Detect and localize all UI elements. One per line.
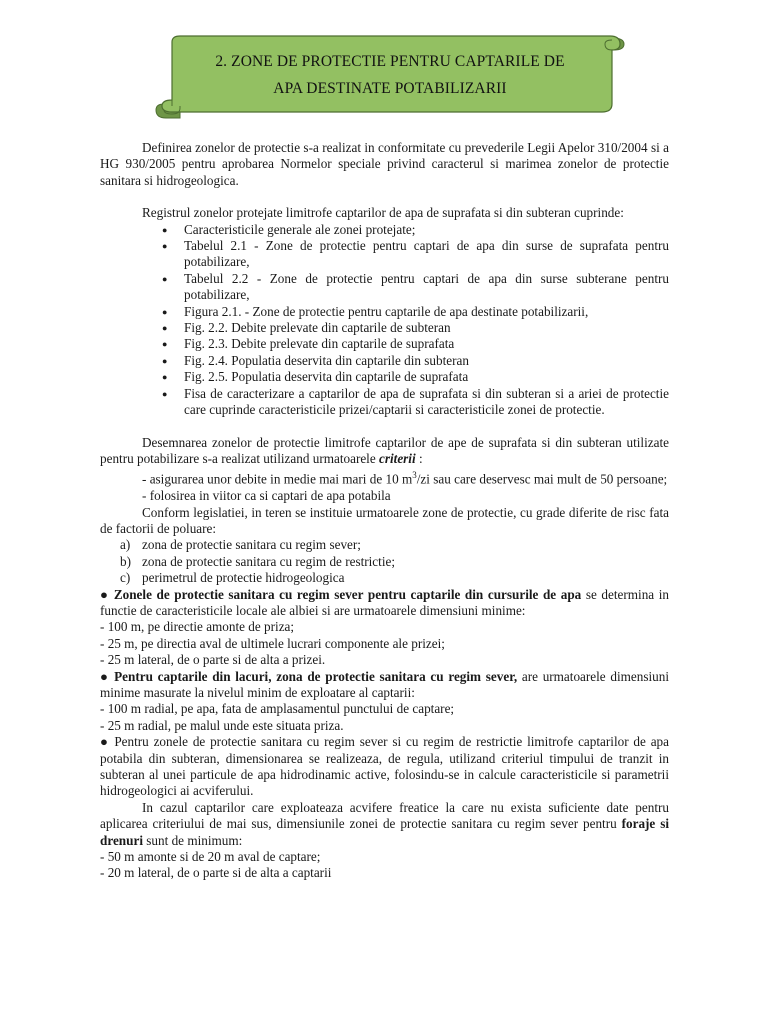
list-item: ● Fig. 2.4. Populatia deservita din captarile din subteran <box>184 353 669 369</box>
title-line-2: APA DESTINATE POTABILIZARII <box>273 80 507 97</box>
zone-list <box>100 537 669 586</box>
registru-paragraph: Registrul zonelor protejate limitrofe captarilor de apa de suprafata si din subteran cuprinde: <box>142 205 624 221</box>
list-item: ● Tabelul 2.2 - Zone de protectie pentru captari de apa din surse subterane pentru potabilizare, <box>184 271 669 304</box>
title-line-1: 2. ZONE DE PROTECTIE PENTRU CAPTARILE DE <box>215 53 565 70</box>
freatic-paragraph: In cazul captarilor care exploateaza acvifere freatice la care nu exista suficiente date pentru aplicarea criteriului de mai sus, dimensiunile zonei de protectie sanitara cu regim sever pentru foraje si drenuri sunt de minimum: <box>100 799 669 848</box>
criteriu-2: - folosirea in viitor ca si captari de apa potabila <box>142 488 391 504</box>
list-item: ● Fisa de caracterizare a captarilor de apa de suprafata si din subteran si a ariei de protectie care cuprinde caracteristicile prizei/captarii si caracteristicile zonei de protectie. <box>184 386 669 419</box>
desemnare-paragraph: Desemnarea zonelor de protectie limitrofe captarilor de ape de suprafata si din subteran utilizate pentru potabilizare s-a realizat utilizand urmatoarele criterii : <box>100 434 669 466</box>
cursuri-apa-paragraph: ● Zonele de protectie sanitara cu regim sever pentru captarile din cursurile de apa se determina in functie de caracteristicile locale ale albiei si are urmatoarele dimensiuni minime: <box>100 586 670 618</box>
criteriu-1: - asigurarea unor debite in medie mai mari de 10 $m^3/zi$ sau care deservesc mai mult de 50 persoane; <box>142 470 668 487</box>
dim-line: - 50 m amonte si de 20 m aval de captare; <box>100 849 321 865</box>
criterii-word: criterii <box>379 450 416 466</box>
dim-line: - 25 m, pe directia aval de ultimele lucrari componente ale prizei; <box>100 635 445 651</box>
dim-line: - 25 m radial, pe malul unde este situata priza. <box>100 717 344 733</box>
legislatie-paragraph: Conform legislatiei, in teren se instituie urmatoarele zone de protectie, cu grade diferite de risc fata de factorii de poluare: <box>100 504 669 536</box>
registru-list <box>100 222 669 419</box>
dim-line: - 20 m lateral, de o parte si de alta a captarii <box>100 865 332 881</box>
document-body <box>100 140 669 882</box>
list-item: ● Caracteristicile generale ale zonei protejate; <box>184 222 669 238</box>
list-item: b) zona de protectie sanitara cu regim de restrictie; <box>120 553 396 569</box>
dim-line: - 25 m lateral, de o parte si de alta a prizei. <box>100 652 326 668</box>
list-item: ● Fig. 2.2. Debite prelevate din captarile de subteran <box>184 320 669 336</box>
list-item: a) zona de protectie sanitara cu regim sever; <box>120 537 361 553</box>
list-item: ● Fig. 2.5. Populatia deservita din captarile de suprafata <box>184 369 669 385</box>
list-item: ● Tabelul 2.1 - Zone de protectie pentru captari de apa din surse de suprafata pentru potabilizare, <box>184 238 669 271</box>
lacuri-paragraph: ● Pentru captarile din lacuri, zona de protectie sanitara cu regim sever, are urmatoarele dimensiuni minime masurate la nivelul minim de exploatare al captarii: <box>100 668 669 700</box>
dim-line: - 100 m, pe directie amonte de priza; <box>100 619 295 635</box>
list-item: ● Figura 2.1. - Zone de protectie pentru captarile de apa destinate potabilizarii, <box>184 304 669 320</box>
list-item: ● Fig. 2.3. Debite prelevate din captarile de suprafata <box>184 336 669 352</box>
title-banner <box>150 30 630 122</box>
list-item: c) perimetrul de protectie hidrogeologica <box>120 570 345 586</box>
dim-line: - 100 m radial, pe apa, fata de amplasamentul punctului de captare; <box>100 701 455 717</box>
intro-paragraph: Definirea zonelor de protectie s-a realizat in conformitate cu prevederile Legii Apelor 310/2004 si a HG 930/2005 pentru aprobarea Normelor speciale privind caracterul si marimea zonelor de protectie sanitara si hidrogeologica. <box>100 140 669 188</box>
subteran-paragraph: ● Pentru zonele de protectie sanitara cu regim sever si cu regim de restrictie limitrofe captarilor de apa potabila din subteran, dimensionarea se realizeaza, de regula, utilizand criteriul timpului de tranzit in subteran al unei particule de apa hidrodinamic active, folosindu-se in calcule caracteristicile si parametrii hidrogeologici ai acviferului. <box>100 734 669 799</box>
